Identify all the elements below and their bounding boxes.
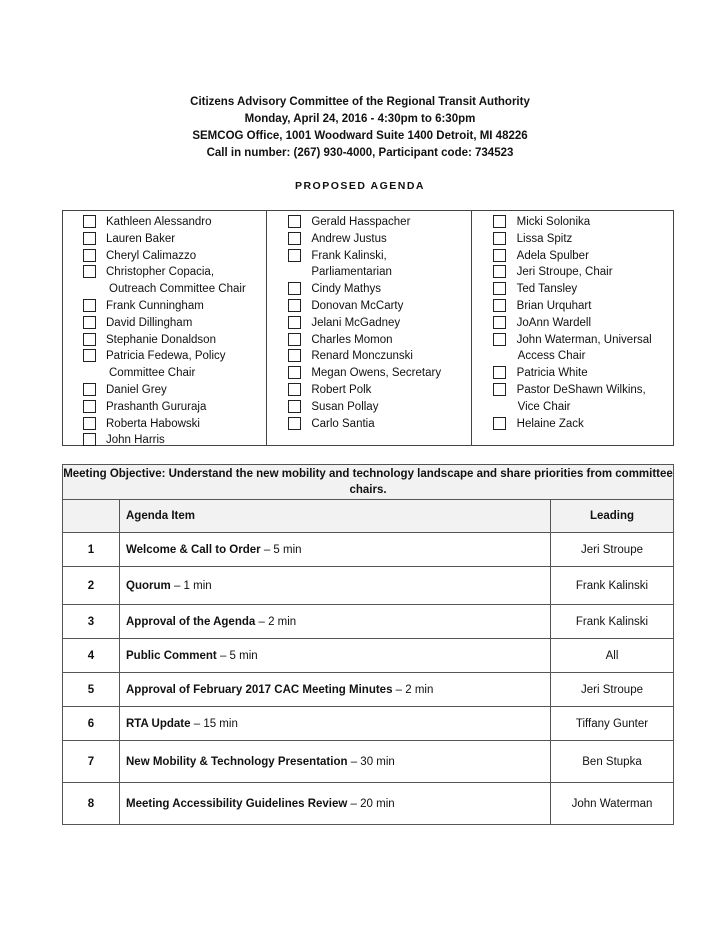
meeting-date: Monday, April 24, 2016 - 4:30pm to 6:30pm (244, 113, 476, 125)
agenda-row (63, 639, 674, 673)
agenda-number: 3 (63, 605, 120, 639)
attendee-role-text: Outreach Committee Chair (109, 283, 246, 296)
attendance-checkbox[interactable] (288, 333, 301, 346)
attendee-name: Cheryl Calimazzo (106, 249, 197, 262)
agenda-leader: Jeri Stroupe (551, 533, 674, 567)
attendance-checkbox[interactable] (493, 249, 506, 262)
agenda-item-title: Approval of February 2017 CAC Meeting Minutes (126, 683, 393, 696)
attendance-checkbox[interactable] (288, 249, 301, 262)
attendee-name: Brian Urquhart (516, 300, 592, 312)
attendance-checkbox[interactable] (493, 316, 506, 329)
attendee-name: JoAnn Wardell (516, 316, 592, 329)
attendee-name: Christopher Copacia, (106, 266, 215, 279)
attendee-name: Jelani McGadney (311, 316, 401, 329)
committee-title: Citizens Advisory Committee of the Regional Transit Authority (190, 96, 530, 108)
attendance-checkbox[interactable] (288, 417, 301, 430)
attendance-checkbox[interactable] (83, 316, 96, 329)
agenda-item (120, 741, 551, 783)
attendee-column-3 (471, 211, 673, 445)
agenda-leader: Frank Kalinski (551, 605, 674, 639)
attendance-checkbox[interactable] (83, 333, 96, 346)
agenda-number: 7 (63, 741, 120, 783)
attendance-checkbox[interactable] (288, 232, 301, 245)
agenda-item-duration: – 1 min (173, 579, 212, 592)
meeting-location: SEMCOG Office, 1001 Woodward Suite 1400 Detroit, MI 48226 (192, 130, 528, 142)
agenda-number: 8 (63, 783, 120, 825)
agenda-header-row (63, 500, 674, 533)
agenda-item-duration: – 2 min (258, 615, 297, 628)
agenda-item-title: New Mobility & Technology Presentation (126, 755, 348, 768)
agenda-item-duration: – 30 min (350, 755, 395, 768)
attendee-name: Gerald Hasspacher (311, 216, 411, 228)
agenda-number: 1 (63, 533, 120, 567)
attendee-name: Cindy Mathys (311, 283, 381, 296)
attendance-checkbox[interactable] (83, 215, 96, 228)
agenda-leader: Frank Kalinski (551, 567, 674, 605)
agenda-item-duration: – 5 min (219, 649, 258, 662)
agenda-item-duration: – 2 min (395, 683, 434, 696)
agenda-item-title: Quorum (126, 579, 171, 592)
attendee-name: Roberta Habowski (106, 417, 200, 430)
agenda-item-title: RTA Update (126, 717, 191, 730)
agenda-row (63, 567, 674, 605)
attendee-column-1 (63, 211, 266, 445)
attendee-name: Micki Solonika (516, 216, 591, 228)
agenda-number: 5 (63, 673, 120, 707)
attendee-name: Stephanie Donaldson (106, 333, 216, 346)
number-header (63, 500, 120, 533)
agenda-table (62, 464, 674, 825)
leading-header: Leading (551, 500, 674, 533)
meeting-objective: Meeting Objective: Understand the new mobility and technology landscape and share priorities from committee chairs. (63, 465, 674, 500)
agenda-row (63, 783, 674, 825)
call-in-info: Call in number: (267) 930-4000, Participant code: 734523 (206, 147, 514, 159)
attendee-name: Charles Momon (311, 333, 393, 346)
attendee-role-text: Parliamentarian (311, 266, 392, 279)
attendee-name: Andrew Justus (311, 232, 387, 245)
agenda-item (120, 673, 551, 707)
agenda-row (63, 533, 674, 567)
agenda-item-title: Public Comment (126, 649, 217, 662)
agenda-row (63, 741, 674, 783)
attendance-checkbox[interactable] (493, 265, 506, 278)
agenda-item-title: Meeting Accessibility Guidelines Review (126, 797, 348, 810)
agenda-leader: Tiffany Gunter (551, 707, 674, 741)
agenda-number: 2 (63, 567, 120, 605)
attendee-name: Robert Polk (311, 384, 372, 396)
attendance-checkbox[interactable] (288, 383, 301, 396)
attendee-name: Adela Spulber (516, 249, 589, 262)
agenda-number: 4 (63, 639, 120, 673)
agenda-item (120, 639, 551, 673)
attendee-name: John Harris (106, 434, 165, 447)
agenda-item-duration: – 5 min (263, 543, 302, 556)
attendee-name: Daniel Grey (106, 384, 167, 396)
document-header (0, 94, 720, 162)
attendance-checkbox[interactable] (288, 316, 301, 329)
attendee-name: John Waterman, Universal (516, 333, 652, 346)
attendee-name: Donovan McCarty (311, 300, 404, 312)
attendee-name: Kathleen Alessandro (106, 216, 212, 228)
agenda-item-title: Welcome & Call to Order (126, 543, 261, 556)
attendance-box (62, 210, 674, 446)
agenda-item-duration: – 15 min (193, 717, 238, 730)
attendance-checkbox[interactable] (83, 299, 96, 312)
attendance-checkbox[interactable] (83, 400, 96, 413)
agenda-item (120, 605, 551, 639)
attendee-name: Pastor DeShawn Wilkins, (516, 384, 646, 396)
attendee-name: Frank Kalinski, (311, 249, 387, 262)
attendance-checkbox[interactable] (493, 366, 506, 379)
agenda-leader: Ben Stupka (551, 741, 674, 783)
attendance-checkbox[interactable] (83, 433, 96, 446)
attendance-checkbox[interactable] (83, 232, 96, 245)
attendance-checkbox[interactable] (493, 232, 506, 245)
attendance-checkbox[interactable] (83, 265, 96, 278)
agenda-heading: PROPOSED AGENDA (294, 180, 426, 192)
attendee-name: Lauren Baker (106, 232, 176, 245)
agenda-row (63, 673, 674, 707)
attendee-name: Carlo Santia (311, 417, 375, 430)
attendance-checkbox[interactable] (288, 215, 301, 228)
agenda-item (120, 567, 551, 605)
attendance-checkbox[interactable] (288, 349, 301, 362)
attendee-name: Helaine Zack (516, 417, 584, 430)
attendee-name: David Dillingham (106, 316, 193, 329)
attendee-name: Lissa Spitz (516, 232, 573, 245)
attendance-checkbox[interactable] (288, 282, 301, 295)
attendee-name: Prashanth Gururaja (106, 400, 207, 413)
attendance-checkbox[interactable] (83, 349, 96, 362)
attendance-checkbox[interactable] (493, 282, 506, 295)
attendance-checkbox[interactable] (83, 417, 96, 430)
attendee-name: Susan Pollay (311, 400, 379, 413)
attendee-name: Renard Monczunski (311, 350, 413, 363)
agenda-item (120, 533, 551, 567)
attendee-name: Ted Tansley (516, 283, 578, 296)
attendance-checkbox[interactable] (493, 383, 506, 396)
attendance-checkbox[interactable] (288, 400, 301, 413)
attendance-checkbox[interactable] (288, 299, 301, 312)
agenda-row (63, 707, 674, 741)
agenda-item-duration: – 20 min (350, 797, 395, 810)
agenda-number: 6 (63, 707, 120, 741)
attendance-checkbox[interactable] (493, 417, 506, 430)
agenda-item (120, 783, 551, 825)
agenda-leader: John Waterman (551, 783, 674, 825)
attendee-name: Patricia Fedewa, Policy (106, 350, 226, 363)
attendance-checkbox[interactable] (493, 215, 506, 228)
agenda-item-title: Approval of the Agenda (126, 615, 256, 628)
attendance-checkbox[interactable] (493, 333, 506, 346)
attendance-checkbox[interactable] (288, 366, 301, 379)
attendee-name: Jeri Stroupe, Chair (516, 266, 613, 279)
attendance-checkbox[interactable] (493, 299, 506, 312)
attendee-role-text: Vice Chair (517, 400, 571, 413)
attendee-column-2 (266, 211, 470, 445)
agenda-row (63, 605, 674, 639)
attendance-checkbox[interactable] (83, 383, 96, 396)
agenda-item (120, 707, 551, 741)
agenda-item-header: Agenda Item (120, 500, 551, 533)
agenda-leader: All (551, 639, 674, 673)
attendee-name: Patricia White (516, 367, 588, 380)
attendee-role-text: Committee Chair (109, 367, 196, 380)
attendee-role-text: Access Chair (517, 350, 586, 363)
attendee-name: Frank Cunningham (106, 300, 204, 312)
agenda-leader: Jeri Stroupe (551, 673, 674, 707)
attendee-name: Megan Owens, Secretary (311, 367, 442, 380)
attendance-checkbox[interactable] (83, 249, 96, 262)
